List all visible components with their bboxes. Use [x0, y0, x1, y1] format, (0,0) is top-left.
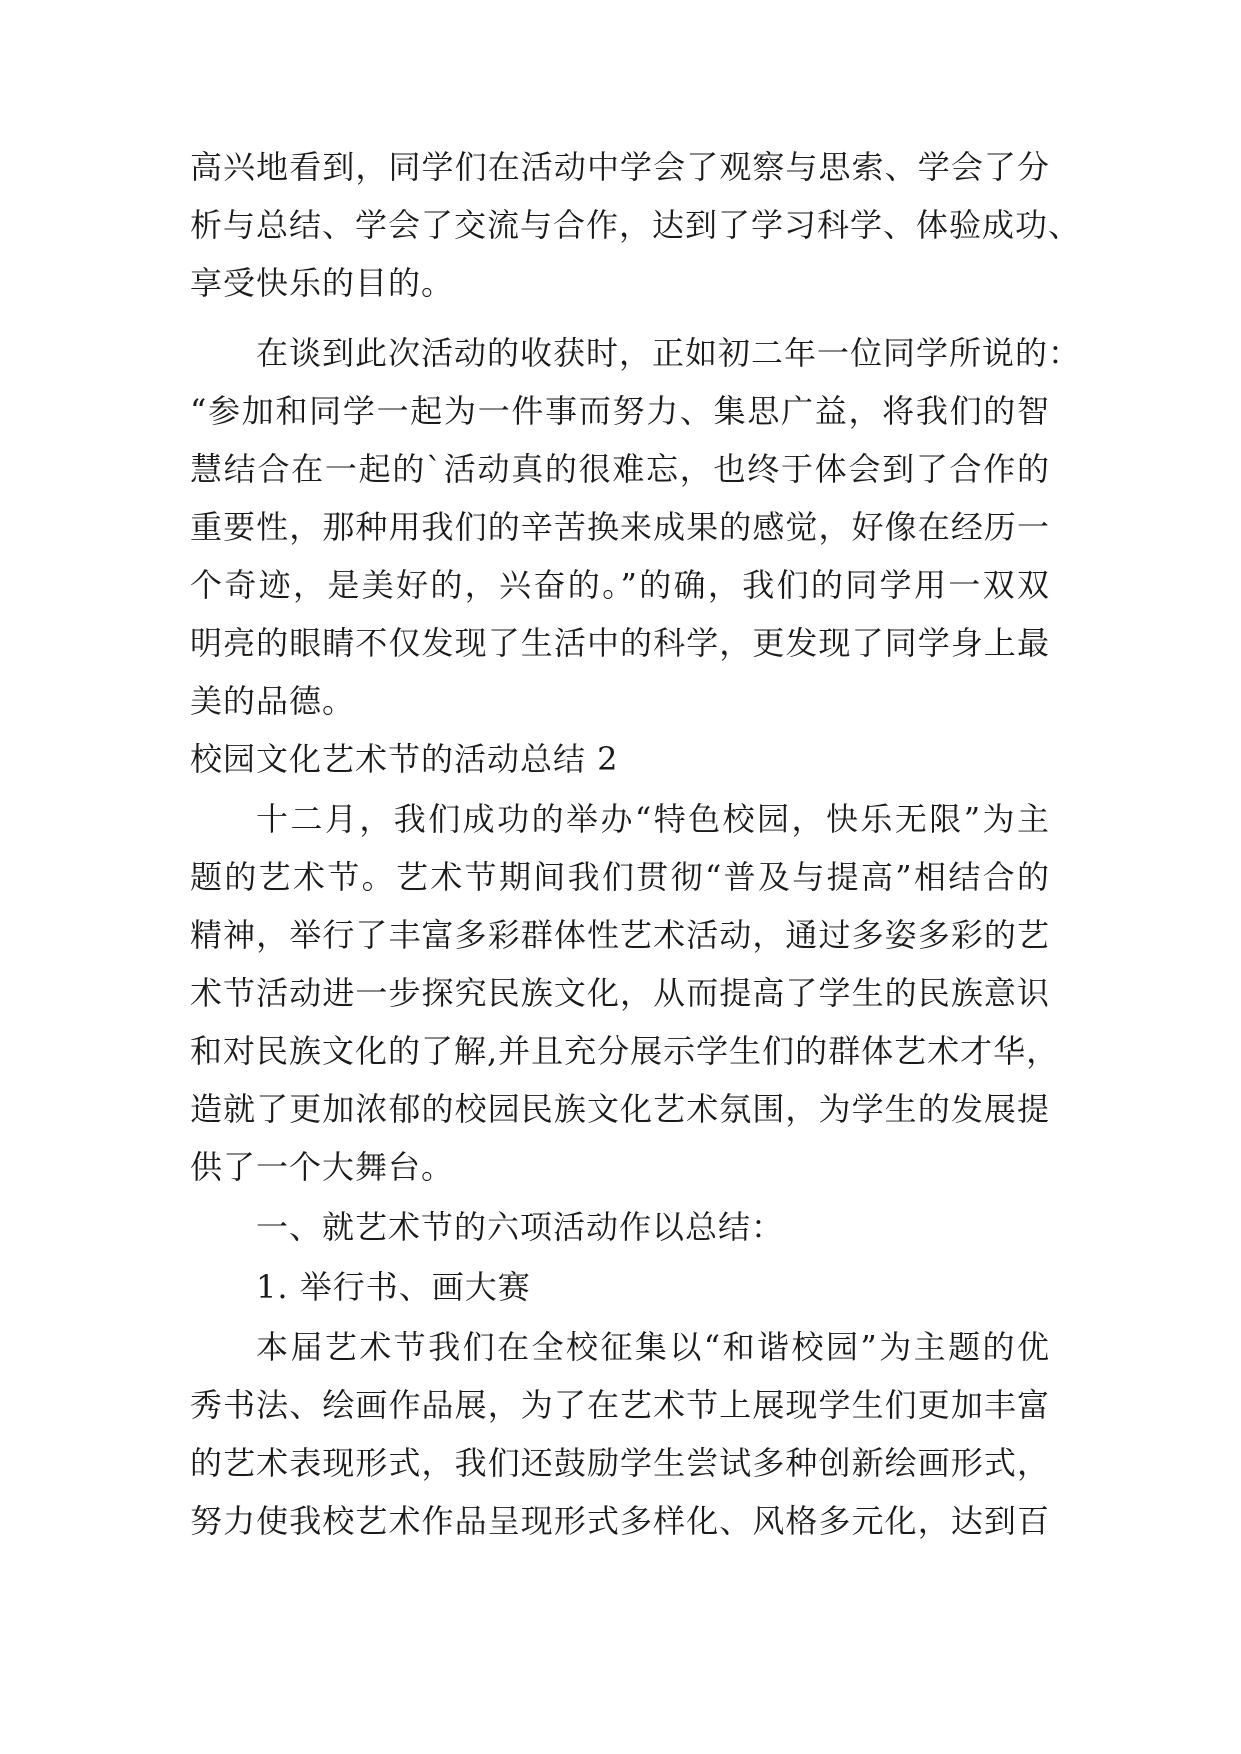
text-line: 题的艺术节。艺术节期间我们贯彻“普及与提高”相结合的	[190, 858, 1050, 896]
text-line: 重要性，那种用我们的辛苦换来成果的感觉，好像在经历一	[190, 508, 1050, 546]
text-line: 努力使我校艺术作品呈现形式多样化、风格多元化，达到百	[190, 1502, 1050, 1540]
text-line: 个奇迹，是美好的，兴奋的。”的确，我们的同学用一双双	[190, 566, 1050, 604]
text-line: 术节活动进一步探究民族文化，从而提高了学生的民族意识	[190, 974, 1050, 1012]
section-heading: 校园文化艺术节的活动总结 2	[190, 740, 619, 778]
text-line: 秀书法、绘画作品展，为了在艺术节上展现学生们更加丰富	[190, 1386, 1050, 1424]
text-line: 本届艺术节我们在全校征集以“和谐校园”为主题的优	[256, 1328, 1050, 1366]
text-line: 享受快乐的目的。	[190, 264, 455, 302]
text-line: 的艺术表现形式，我们还鼓励学生尝试多种创新绘画形式，	[190, 1444, 1050, 1482]
text-line: 供了一个大舞台。	[190, 1148, 455, 1186]
text-line: 高兴地看到，同学们在活动中学会了观察与思索、学会了分	[190, 148, 1050, 186]
text-line: 十二月，我们成功的举办“特色校园，快乐无限”为主	[256, 800, 1050, 838]
text-line: 1. 举行书、画大赛	[256, 1268, 531, 1306]
text-line: 明亮的眼睛不仅发现了生活中的科学，更发现了同学身上最	[190, 624, 1050, 662]
text-line: 美的品德。	[190, 682, 356, 720]
text-line: 造就了更加浓郁的校园民族文化艺术氛围，为学生的发展提	[190, 1090, 1050, 1128]
text-line: 一、就艺术节的六项活动作以总结：	[256, 1208, 785, 1246]
text-line: “参加和同学一起为一件事而努力、集思广益，将我们的智	[190, 392, 1050, 430]
text-line: 在谈到此次活动的收获时，正如初二年一位同学所说的：	[256, 334, 1082, 372]
text-line: 慧结合在一起的`活动真的很难忘，也终于体会到了合作的	[190, 450, 1050, 488]
text-line: 精神，举行了丰富多彩群体性艺术活动，通过多姿多彩的艺	[190, 916, 1050, 954]
text-line: 和对民族文化的了解,并且充分展示学生们的群体艺术才华，	[190, 1032, 1060, 1070]
text-line: 析与总结、学会了交流与合作，达到了学习科学、体验成功、	[190, 206, 1082, 244]
